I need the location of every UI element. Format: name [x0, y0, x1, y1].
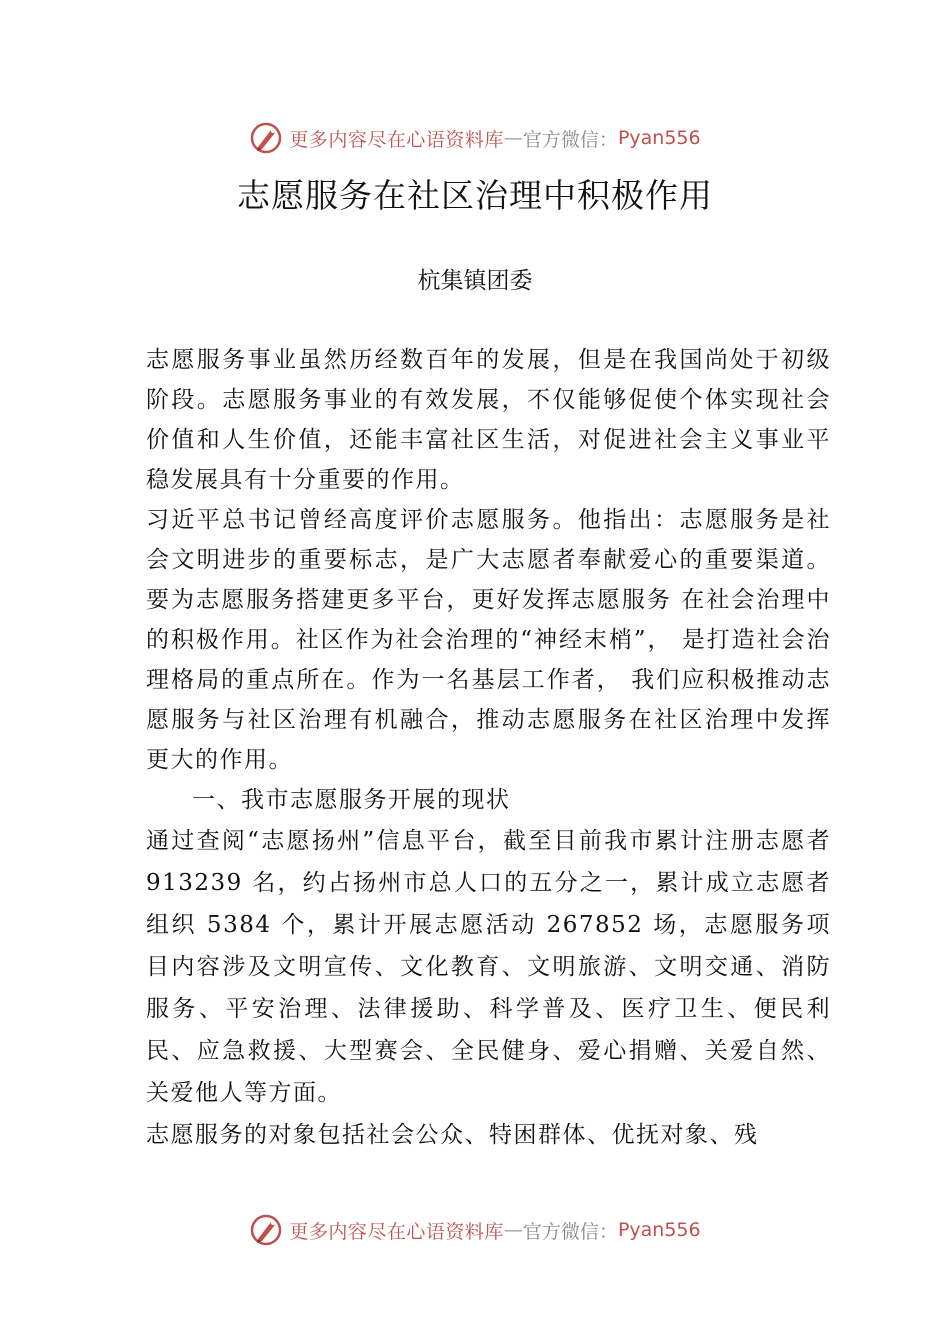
watermark-wechat-label: 官方微信： — [522, 128, 618, 151]
paragraph: 习近平总书记曾经高度评价志愿服务。他指出：志愿服务是社会文明进步的重要标志，是广大志愿者奉献爱心的重要渠道。要为志愿服务搭建更多平台，更好发挥志愿服务 在社会治理中的积极作用。社区作为社会治理的“神经末梢”， 是打造社会治理格局的重点所在。作为一名基层工作者， 我们应积极推动志愿服务与社区治理有机融合，推动志愿服务在社区治理中发挥更大的作用。 — [146, 507, 831, 773]
watermark-brand: 更多内容尽在心语资料库 — [289, 128, 504, 151]
watermark-dash: — — [503, 1219, 523, 1241]
header-watermark — [0, 118, 950, 158]
watermark-wechat-label: 官方微信： — [522, 1220, 618, 1243]
document-author: 杭集镇团委 — [417, 268, 533, 294]
watermark-wechat-id: Pyan556 — [617, 1219, 701, 1241]
watermark-brand: 更多内容尽在心语资料库 — [289, 1220, 504, 1243]
pen-nib-circle-icon — [249, 1213, 283, 1247]
watermark-dash: — — [503, 127, 523, 149]
pen-nib-circle-icon — [249, 121, 283, 155]
document-title: 志愿服务在社区治理中积极作用 — [237, 176, 713, 215]
document-body — [146, 340, 831, 1156]
watermark-wechat-id: Pyan556 — [617, 127, 701, 149]
paragraph: 志愿服务事业虽然历经数百年的发展，但是在我国尚处于初级阶段。志愿服务事业的有效发展，不仅能够促使个体实现社会价值和人生价值，还能丰富社区生活，对促进社会主义事业平稳发展具有十分重要的作用。 — [146, 347, 831, 493]
section-heading: 一、我市志愿服务开展的现状 — [192, 787, 511, 813]
paragraph: 通过查阅“志愿扬州”信息平台，截至目前我市累计注册志愿者 913239 名，约占扬州市总人口的五分之一，累计成立志愿者组织 5384 个，累计开展志愿活动 267852 场，志愿服务项目内容涉及文明宣传、文化教育、文明旅游、文明交通、消防服务、平安治理、法律援助、科学普及、医疗卫生、便民利民、应急救援、大型赛会、全民健身、爱心捐赠、关爱自然、关爱他人等方面。 — [146, 828, 831, 1106]
paragraph: 志愿服务的对象包括社会公众、特困群体、优抚对象、残 — [146, 1122, 759, 1148]
footer-watermark — [0, 1210, 950, 1250]
